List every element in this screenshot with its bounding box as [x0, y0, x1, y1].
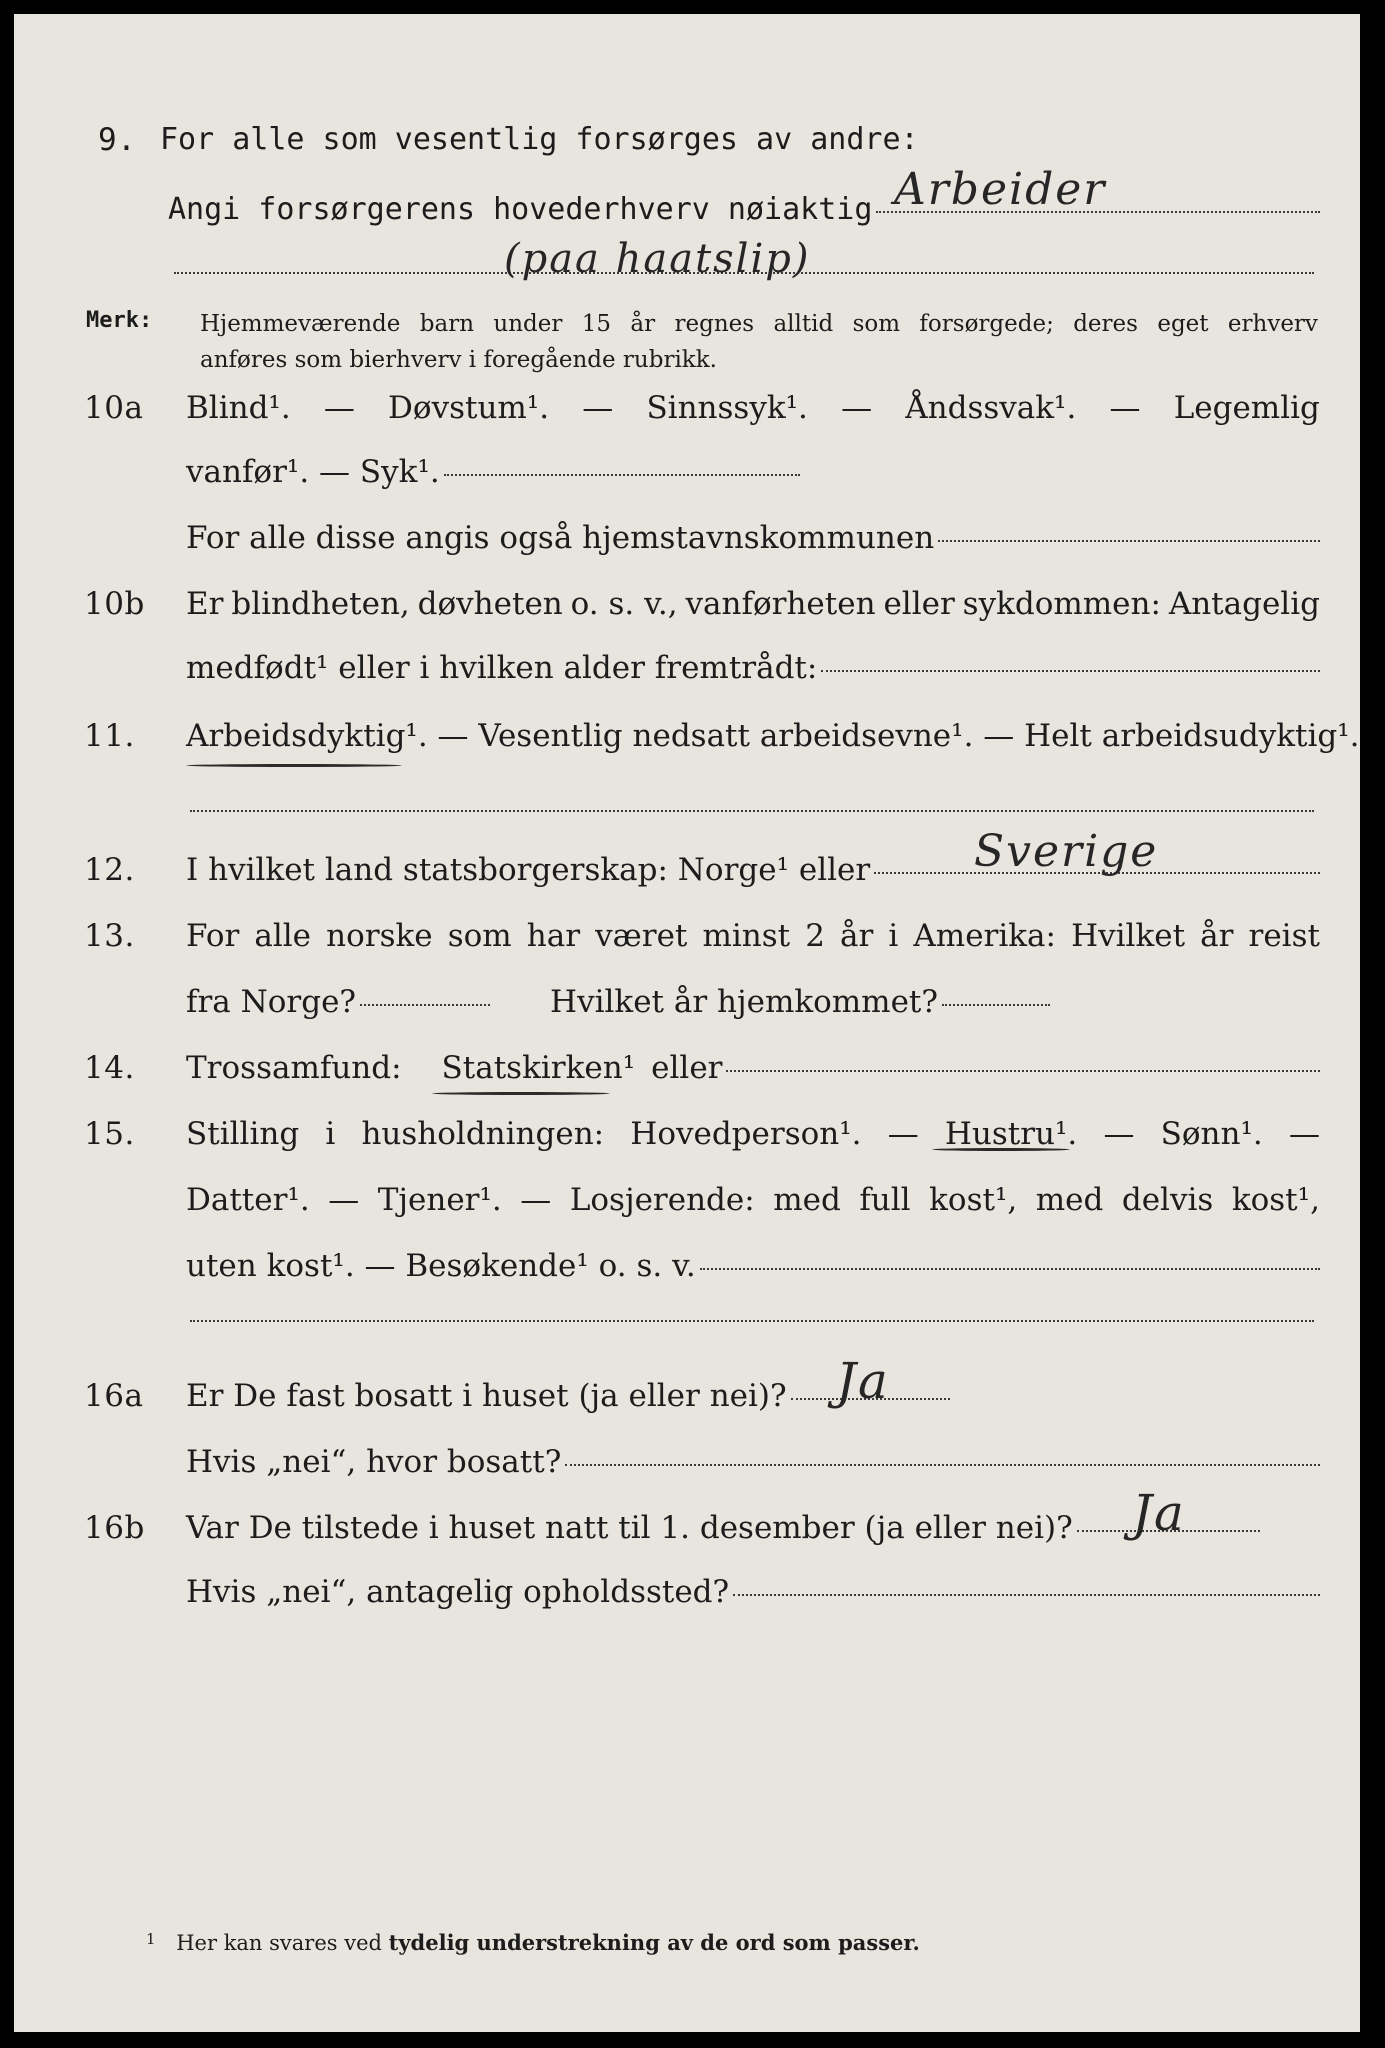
question-word: vanførheten — [685, 586, 876, 622]
question-word: døvheten — [417, 586, 563, 622]
option-word: Døvstum¹. — [388, 390, 550, 426]
option-word: i — [325, 1116, 336, 1152]
handwritten-answer-occupation-detail: (paa haatslip) — [504, 236, 811, 282]
question-word: Er — [186, 586, 224, 622]
question-word: eller — [883, 586, 955, 622]
question-10b-line1 — [186, 586, 1320, 622]
option-word: — — [328, 1182, 360, 1218]
question-number: 16b — [84, 1510, 145, 1546]
question-word: Amerika: — [913, 918, 1056, 954]
option-word: Legemlig — [1173, 390, 1320, 426]
option-word: — — [1288, 1116, 1320, 1152]
answer-line[interactable] — [444, 474, 800, 476]
footnote-mark: 1 — [146, 1930, 156, 1948]
note-word: år — [630, 311, 656, 337]
option-word: — — [887, 1116, 919, 1152]
question-10b-line2-row — [14, 642, 1360, 690]
answer-line[interactable] — [733, 1594, 1320, 1596]
question-number: 10a — [84, 390, 144, 426]
question-13-line1 — [186, 918, 1320, 954]
option-word: med — [773, 1182, 841, 1218]
option-word: Datter¹. — [186, 1182, 310, 1218]
question-13-row — [14, 910, 1360, 958]
note-word: som — [852, 311, 901, 337]
footnote-emphasis: tydelig understrekning av de ord som passer. — [388, 1930, 920, 1955]
answer-line[interactable] — [190, 810, 1314, 812]
answer-line[interactable] — [938, 540, 1320, 542]
census-form-page — [14, 14, 1360, 2032]
question-16a-line2-row — [14, 1436, 1360, 1484]
question-10a-line2: vanfør¹. — Syk¹. — [186, 454, 440, 490]
question-10b-row — [14, 578, 1360, 626]
question-15-line3: uten kost¹. — Besøkende¹ o. s. v. — [186, 1248, 696, 1284]
note-word: deres — [1073, 311, 1138, 337]
question-9-prompt-row — [14, 184, 1360, 232]
question-word: blindheten, — [231, 586, 410, 622]
option-word: Hovedperson¹. — [630, 1116, 862, 1152]
answer-line[interactable] — [700, 1268, 1320, 1270]
question-13-departure-prompt: fra Norge? — [186, 984, 357, 1020]
question-16b-followup: Hvis „nei“, antagelig opholdssted? — [186, 1574, 730, 1610]
note-word: eget — [1157, 311, 1209, 337]
question-word: reist — [1248, 918, 1320, 954]
answer-line[interactable] — [726, 1070, 1320, 1072]
answer-line[interactable] — [190, 1320, 1314, 1322]
option-word: — — [520, 1182, 552, 1218]
note-word: 15 — [581, 311, 612, 337]
question-12-prompt: I hvilket land statsborgerskap: Norge¹ eller — [186, 852, 871, 888]
answer-line[interactable] — [565, 1464, 1320, 1466]
option-word: — — [1103, 1116, 1135, 1152]
handwritten-answer-present: Ja — [1132, 1484, 1186, 1542]
option-word: Hustru¹. — [944, 1116, 1078, 1152]
question-10a-row — [14, 382, 1360, 430]
question-word: som — [447, 918, 512, 954]
handwritten-answer-occupation: Arbeider — [894, 164, 1107, 215]
note-line-1 — [200, 306, 1318, 342]
note-word: under — [493, 311, 563, 337]
option-word: kost¹, — [1231, 1182, 1320, 1218]
question-15-row — [14, 1108, 1360, 1156]
question-16b-prompt: Var De tilstede i huset natt til 1. desember (ja eller nei)? — [186, 1510, 1073, 1546]
handwritten-underline — [186, 764, 402, 767]
question-word: været — [595, 918, 688, 954]
option-word: Tjener¹. — [377, 1182, 502, 1218]
question-number: 11. — [84, 718, 135, 754]
question-number: 16a — [84, 1378, 144, 1414]
answer-line[interactable] — [942, 1004, 1050, 1006]
option-word: — — [582, 390, 614, 426]
question-word: o. s. v., — [570, 586, 678, 622]
question-10a-line3-row — [14, 512, 1360, 560]
question-word: Hvilket — [1071, 918, 1186, 954]
option-word: — — [323, 390, 355, 426]
note-line-2: anføres som bierhverv i foregående rubrikk. — [200, 347, 717, 373]
question-15-line2-row — [14, 1174, 1360, 1222]
question-word: 2 — [805, 918, 825, 954]
option-word: — — [1109, 390, 1141, 426]
option-word: Åndssvak¹. — [905, 390, 1077, 426]
question-14-option-statskirken: Statskirken¹ — [441, 1050, 636, 1086]
question-number: 15. — [84, 1116, 135, 1152]
note-word: erhverv — [1227, 311, 1318, 337]
handwritten-underline — [432, 1092, 610, 1095]
option-word: Losjerende: — [569, 1182, 755, 1218]
note-word: regnes — [674, 311, 755, 337]
option-word: Stilling — [186, 1116, 300, 1152]
handwritten-answer-resident: Ja — [836, 1352, 890, 1410]
question-word: har — [526, 918, 581, 954]
question-9-row — [14, 114, 1360, 162]
option-word: med — [1035, 1182, 1104, 1218]
option-word: Blind¹. — [186, 390, 291, 426]
note-word: barn — [419, 311, 475, 337]
question-word: år — [840, 918, 874, 954]
question-15-line3-row — [14, 1240, 1360, 1288]
note-word: alltid — [773, 311, 834, 337]
question-word: For — [186, 918, 240, 954]
option-word: delvis — [1121, 1182, 1214, 1218]
question-word: minst — [702, 918, 791, 954]
question-10a-line3: For alle disse angis også hjemstavnskommunen — [186, 520, 935, 556]
question-15-line2 — [186, 1182, 1320, 1218]
answer-line[interactable] — [821, 670, 1320, 672]
option-word: full — [859, 1182, 911, 1218]
question-number: 14. — [84, 1050, 135, 1086]
question-13-return-prompt: Hvilket år hjemkommet? — [550, 984, 939, 1020]
question-15-line1 — [186, 1116, 1320, 1152]
handwritten-underline — [932, 1148, 1070, 1151]
question-9-prompt: Angi forsørgerens hovederhverv nøiaktig — [168, 192, 873, 227]
question-10b-line2: medfødt¹ eller i hvilken alder fremtrådt: — [186, 650, 818, 686]
footnote — [146, 1930, 920, 1955]
option-word: Sinnssyk¹. — [646, 390, 808, 426]
question-word: år — [1200, 918, 1234, 954]
question-16a-followup: Hvis „nei“, hvor bosatt? — [186, 1444, 562, 1480]
question-14-option-other: eller — [651, 1050, 723, 1086]
footnote-text: Her kan svares ved — [176, 1931, 382, 1955]
question-13-line2-row — [14, 976, 1360, 1024]
note-label: Merk: — [86, 308, 153, 333]
question-14-prompt: Trossamfund: — [186, 1050, 402, 1086]
question-number: 10b — [84, 586, 145, 622]
question-word: Antagelig — [1168, 586, 1320, 622]
question-10a-line2-row — [14, 446, 1360, 494]
note-text — [200, 306, 1318, 378]
option-word: husholdningen: — [361, 1116, 605, 1152]
question-14-row — [14, 1042, 1360, 1090]
question-word: sykdommen: — [962, 586, 1161, 622]
note-word: Hjemmeværende — [200, 311, 401, 337]
question-9-title: For alle som vesentlig forsørges av andre: — [160, 122, 919, 157]
question-11-options: Arbeidsdyktig¹. — Vesentlig nedsatt arbeidsevne¹. — Helt arbeidsudyktig¹. — [186, 718, 1360, 754]
question-number: 12. — [84, 852, 135, 888]
question-word: norske — [326, 918, 433, 954]
answer-line[interactable] — [360, 1004, 490, 1006]
question-number: 13. — [84, 918, 135, 954]
question-16b-line2-row — [14, 1566, 1360, 1614]
handwritten-answer-citizenship: Sverige — [974, 826, 1159, 877]
note-word: forsørgede; — [919, 311, 1054, 337]
option-word: kost¹, — [929, 1182, 1018, 1218]
question-16a-prompt: Er De fast bosatt i huset (ja eller nei)? — [186, 1378, 787, 1414]
question-word: i — [888, 918, 899, 954]
question-11-row — [14, 710, 1360, 758]
question-16a-row — [14, 1370, 1360, 1418]
question-number: 9. — [98, 122, 137, 158]
option-word: Sønn¹. — [1160, 1116, 1263, 1152]
question-10a-options — [186, 390, 1320, 426]
question-word: alle — [254, 918, 312, 954]
option-word: — — [841, 390, 873, 426]
